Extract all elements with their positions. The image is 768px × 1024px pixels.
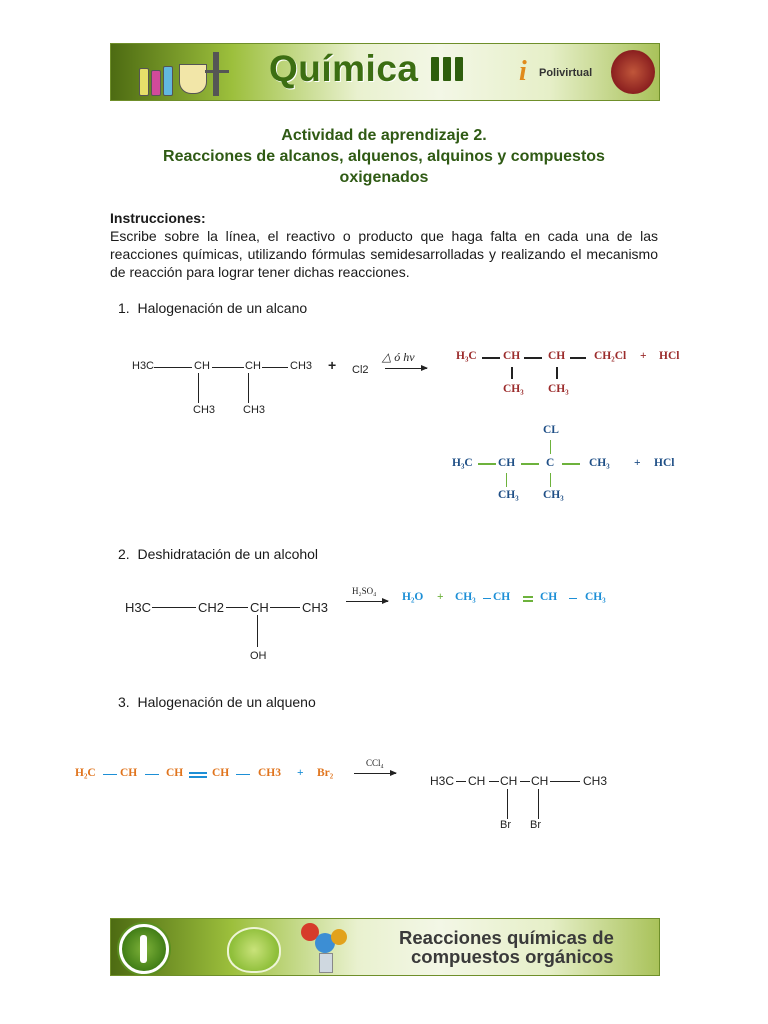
ipn-seal-icon xyxy=(611,50,655,94)
item-3: 3. Halogenación de un alqueno xyxy=(118,694,316,710)
instructions xyxy=(110,209,658,281)
header-roman-numeral xyxy=(431,57,471,83)
item-2: 2. Deshidratación de un alcohol xyxy=(118,546,319,562)
polivirtual-logo-icon: i xyxy=(519,56,527,87)
instructions-text: Escribe sobre la línea, el reactivo o producto que haga falta en cada una de las reacciones químicas, utilizando fórmulas semidesarrolladas y realizando el mecanismo de reacción para lograr tener dichas reacciones. xyxy=(110,228,658,280)
unit-one-icon xyxy=(119,924,169,974)
header-title: Química xyxy=(269,48,419,89)
flask-icon xyxy=(227,927,281,973)
reaction1-reagent: Cl2 xyxy=(352,364,369,376)
footer-title: Reacciones químicas de compuestos orgánicos xyxy=(399,927,614,967)
lab-glassware-icon xyxy=(121,50,241,96)
reaction2-arrow xyxy=(346,601,388,602)
reaction3-arrow xyxy=(354,773,396,774)
activity-title: Actividad de aprendizaje 2. Reacciones de alcanos, alquenos, alquinos y compuestos oxigenados xyxy=(163,127,605,186)
reaction3-condition: CCl₄ xyxy=(366,758,384,768)
reaction1-plus: + xyxy=(328,357,337,373)
molecule-icon xyxy=(301,923,371,971)
reaction1-arrow xyxy=(385,368,427,369)
reaction1-condition: △ ó hv xyxy=(382,350,415,364)
footer-banner xyxy=(110,918,660,976)
polivirtual-logo-text: Polivirtual xyxy=(539,67,593,79)
instructions-label: Instrucciones: xyxy=(110,210,206,226)
item-1: 1. Halogenación de un alcano xyxy=(118,300,308,316)
header-banner xyxy=(110,43,660,101)
reaction2-condition: H₂SO₄ xyxy=(352,586,377,596)
